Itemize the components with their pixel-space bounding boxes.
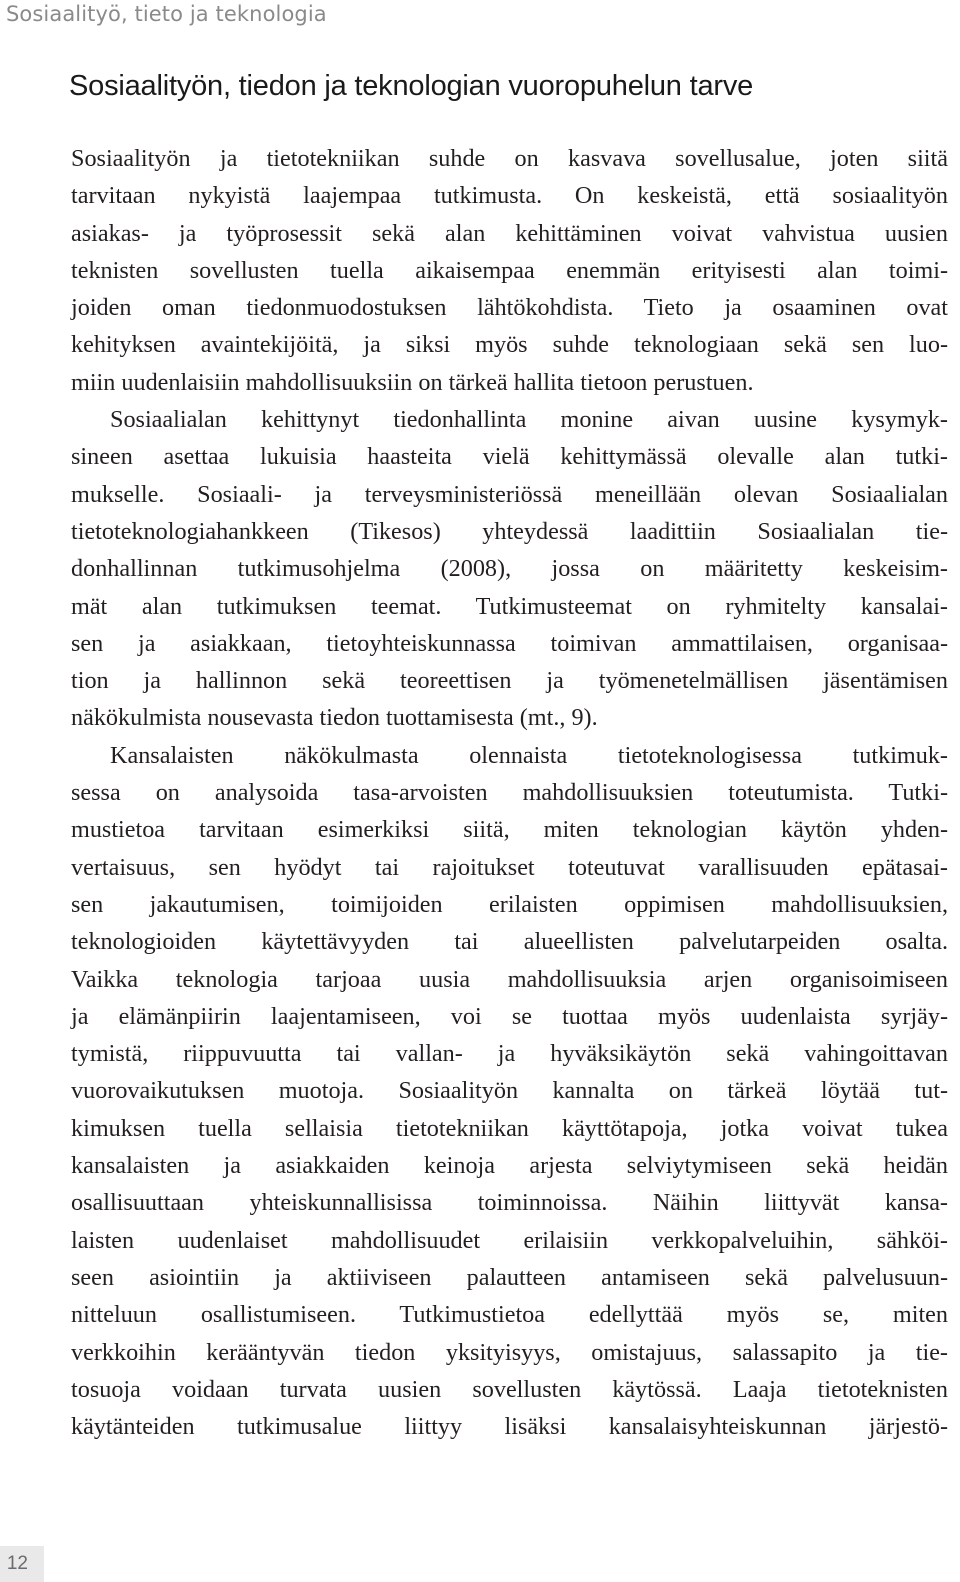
body-line: mät alan tutkimuksen teemat. Tutkimusteemat on ryhmitelty kansalai- (71, 592, 948, 620)
body-line: mustietoa tarvitaan esimerkiksi siitä, miten teknologian käytön yhden- (71, 816, 948, 844)
body-line: mukselle. Sosiaali- ja terveysministeriössä meneillään olevan Sosiaalialan (71, 480, 948, 508)
running-header: Sosiaalityö, tieto ja teknologia (6, 2, 327, 26)
body-line: käytänteiden tutkimusalue liittyy lisäksi kansalaisyhteiskunnan järjestö- (71, 1413, 948, 1441)
body-line: tarvitaan nykyistä laajempaa tutkimusta. On keskeistä, että sosiaalityön (71, 182, 948, 210)
body-line: kimuksen tuella sellaisia tietotekniikan käyttötapoja, jotka voivat tukea (71, 1114, 948, 1142)
body-line: tietoteknologiahankkeen (Tikesos) yhteydessä laadittiin Sosiaalialan tie- (71, 517, 948, 545)
body-line: donhallinnan tutkimusohjelma (2008), jossa on määritetty keskeisim- (71, 555, 948, 583)
body-line: verkkoihin kerääntyvän tiedon yksityisyys, omistajuus, salassapito ja tie- (71, 1338, 948, 1366)
body-line: tosuoja voidaan turvata uusien sovellusten käytössä. Laaja tietoteknisten (71, 1375, 948, 1403)
page-number-text: 12 (6, 1553, 28, 1574)
body-line: sen ja asiakkaan, tietoyhteiskunnassa toimivan ammattilaisen, organisaa- (71, 629, 948, 657)
section-heading: Sosiaalityön, tiedon ja teknologian vuoropuhelun tarve (69, 70, 754, 102)
body-line: sessa on analysoida tasa-arvoisten mahdollisuuksien toteutumista. Tutki- (71, 779, 948, 807)
body-line: Sosiaalityön ja tietotekniikan suhde on kasvava sovellusalue, joten siitä (71, 145, 948, 172)
body-line: näkökulmista nousevasta tiedon tuottamisesta (mt., 9). (71, 704, 598, 732)
body-line: sen jakautumisen, toimijoiden erilaisten oppimisen mahdollisuuksien, (71, 890, 948, 918)
body-line: joiden oman tiedonmuodostuksen lähtökohdista. Tieto ja osaaminen ovat (71, 294, 948, 322)
body-line: vertaisuus, sen hyödyt tai rajoitukset toteutuvat varallisuuden epätasai- (71, 853, 948, 881)
body-line: osallisuuttaan yhteiskunnallisissa toiminnoissa. Näihin liittyvät kansa- (71, 1189, 948, 1217)
body-line: asiakas- ja työprosessit sekä alan kehittäminen voivat vahvistua uusien (71, 219, 948, 247)
body-line: laisten uudenlaiset mahdollisuudet erilaisiin verkkopalveluihin, sähköi- (71, 1226, 948, 1254)
body-text (71, 140, 948, 1445)
body-line: Sosiaalialan kehittynyt tiedonhallinta monine aivan uusine kysymyk- (110, 406, 948, 434)
body-line: sineen asettaa lukuisia haasteita vielä kehittymässä olevalle alan tutki- (71, 443, 948, 471)
body-line: Vaikka teknologia tarjoaa uusia mahdollisuuksia arjen organisoimiseen (71, 965, 948, 993)
body-line: teknisten sovellusten tuella aikaisempaa enemmän erityisesti alan toimi- (71, 256, 948, 284)
body-line: kansalaisten ja asiakkaiden keinoja arjesta selviytymiseen sekä heidän (71, 1152, 948, 1180)
body-line: nitteluun osallistumiseen. Tutkimustietoa edellyttää myös se, miten (71, 1301, 948, 1329)
body-line: miin uudenlaisiin mahdollisuuksiin on tärkeä hallita tietoon perustuen. (71, 368, 754, 396)
body-line: vuorovaikutuksen muotoja. Sosiaalityön kannalta on tärkeä löytää tut- (71, 1077, 948, 1105)
body-line: teknologioiden käytettävyyden tai alueellisten palvelutarpeiden osalta. (71, 928, 948, 956)
body-line: tion ja hallinnon sekä teoreettisen ja työmenetelmällisen jäsentämisen (71, 667, 948, 695)
body-line: Kansalaisten näkökulmasta olennaista tietoteknologisessa tutkimuk- (110, 741, 948, 769)
page-number (0, 1546, 44, 1582)
body-line: seen asiointiin ja aktiiviseen palautteen antamiseen sekä palvelusuun- (71, 1263, 948, 1291)
body-line: tymistä, riippuvuutta tai vallan- ja hyväksikäytön sekä vahingoittavan (71, 1040, 948, 1068)
body-line: kehityksen avaintekijöitä, ja siksi myös suhde teknologiaan sekä sen luo- (71, 331, 948, 359)
body-line: ja elämänpiirin laajentamiseen, voi se tuottaa myös uudenlaista syrjäy- (71, 1002, 948, 1030)
